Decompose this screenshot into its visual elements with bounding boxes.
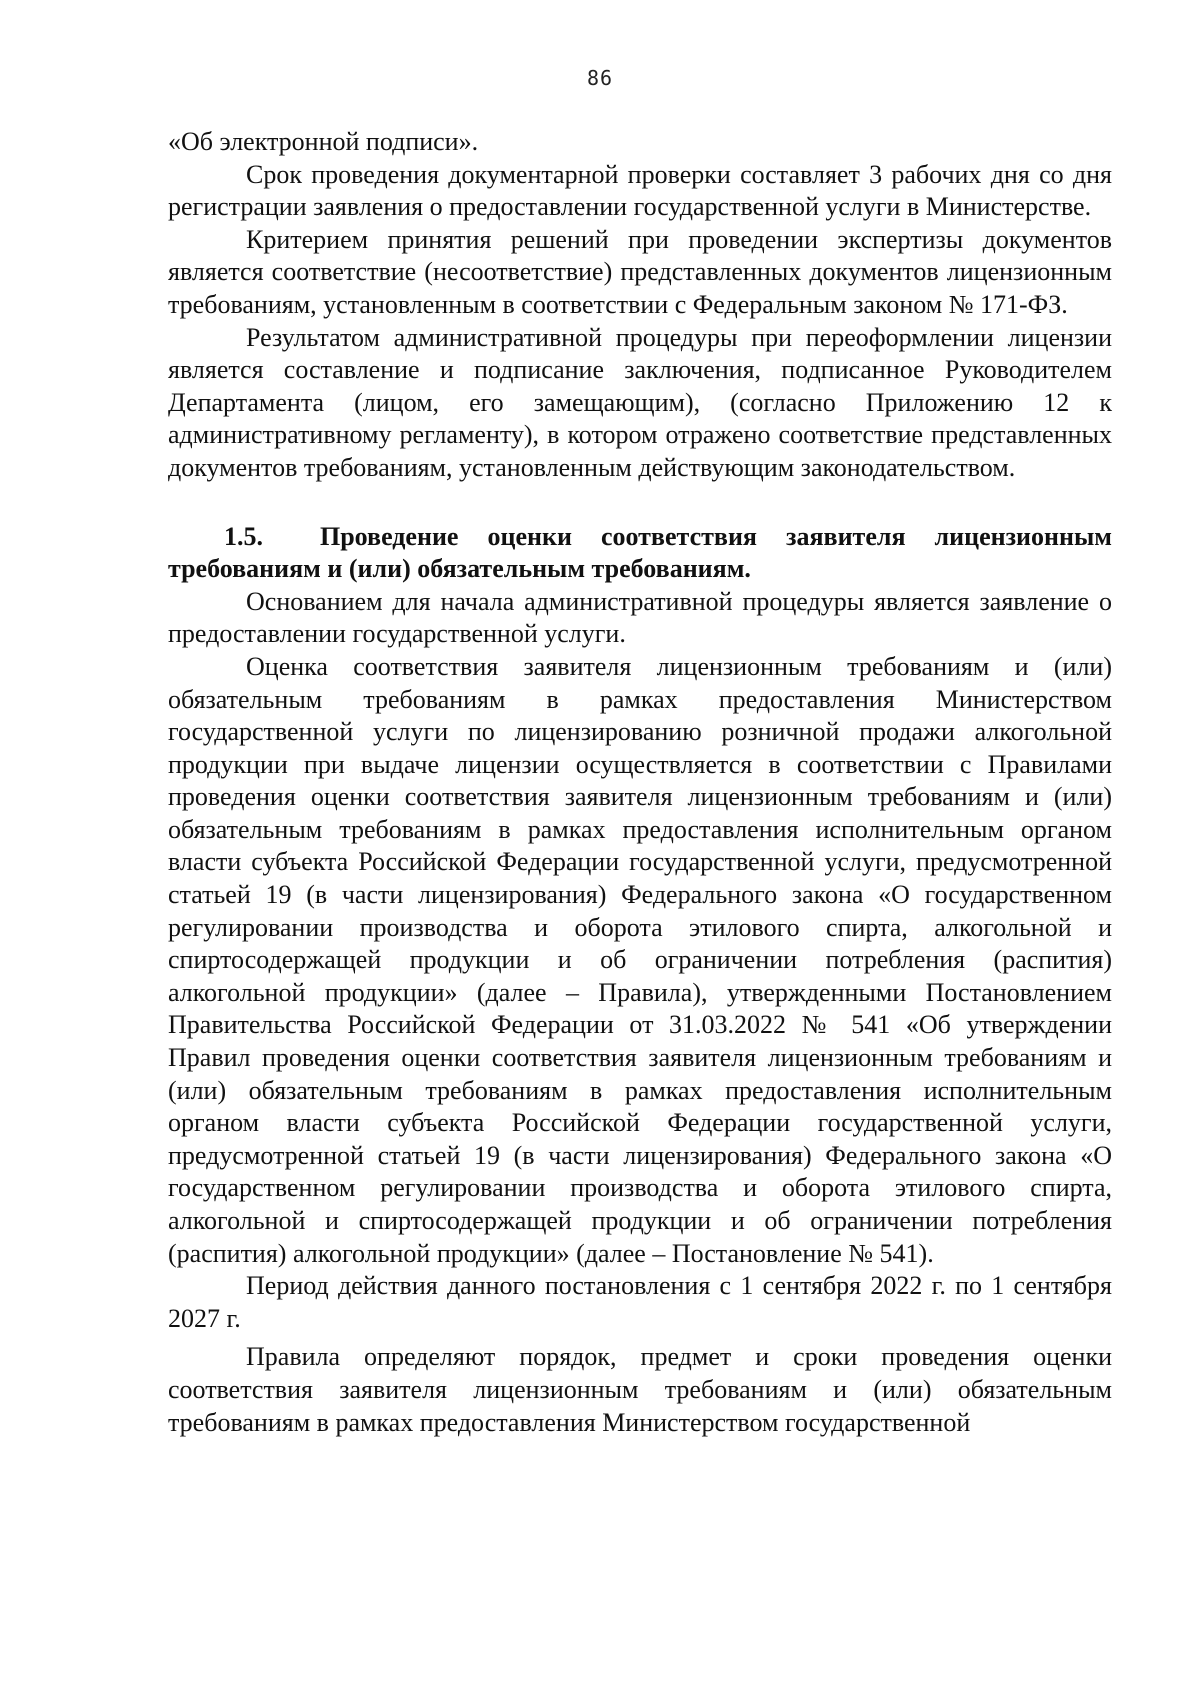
section-number: 1.5. — [224, 521, 263, 551]
paragraph-assessment-rules: Оценка соответствия заявителя лицензионным требованиям и (или) обязательным требованиям в рамках предоставления Министерством государственной услуги по лицензированию розничной продажи алкогольной продукции при выдаче лицензии осуществляется в соответствии с Правилами проведения оценки соответствия заявителя лицензионным требованиям и (или) обязательным требованиям в рамках предоставления исполнительным органом власти субъекта Российской Федерации государственной услуги, предусмотренной статьей 19 (в части лицензирования) Федерального закона «О государственном регулировании производства и оборота этилового спирта, алкогольной и спиртосодержащей продукции и об ограничении потребления (распития) алкогольной продукции» (далее – Правила), утвержденными Постановлением Правительства Российской Федерации от 31.03.2022 № 541 «Об утверждении Правил проведения оценки соответствия заявителя лицензионным требованиям и (или) обязательным требованиям в рамках предоставления исполнительным органом власти субъекта Российской Федерации государственной услуги, предусмотренной статьей 19 (в части лицензирования) Федерального закона «О государственном регулировании производства и оборота этилового спирта, алкогольной и спиртосодержащей продукции и об ограничении потребления (распития) алкогольной продукции» (далее – Постановление № 541). — [168, 651, 1112, 1268]
paragraph-continuation: «Об электронной подписи». — [168, 127, 479, 156]
paragraph-decision-criterion: Критерием принятия решений при проведении экспертизы документов является соответствие (несоответствие) представленных документов лицензионным требованиям, установленным в соответствии с Федеральным законом № 171-ФЗ. — [168, 224, 1112, 319]
section-title: Проведение оценки соответствия заявителя лицензионным требованиям и (или) обязательным требованиям. — [168, 521, 1112, 584]
paragraph-rules-scope: Правила определяют порядок, предмет и сроки проведения оценки соответствия заявителя лицензионным требованиям и (или) обязательным требованиям в рамках предоставления Министерством государственной — [168, 1342, 1112, 1437]
paragraph-procedure-basis: Основанием для начала административной процедуры является заявление о предоставлении государственной услуги. — [168, 586, 1112, 649]
paragraph-review-period: Срок проведения документарной проверки составляет 3 рабочих дня со дня регистрации заявления о предоставлении государственной услуги в Министерстве. — [168, 159, 1112, 222]
section-heading — [168, 521, 1112, 586]
page-number: 86 — [586, 66, 614, 90]
document-body — [168, 126, 1112, 1439]
paragraph-validity-period: Период действия данного постановления с 1 сентября 2022 г. по 1 сентября 2027 г. — [168, 1271, 1112, 1333]
paragraph-procedure-result: Результатом административной процедуры при переоформлении лицензии является составление и подписание заключения, подписанное Руководителем Департамента (лицом, его замещающим), (согласно Приложению 12 к административному регламенту), в котором отражено соответствие представленных документов требованиям, установленным действующим законодательством. — [168, 322, 1112, 482]
